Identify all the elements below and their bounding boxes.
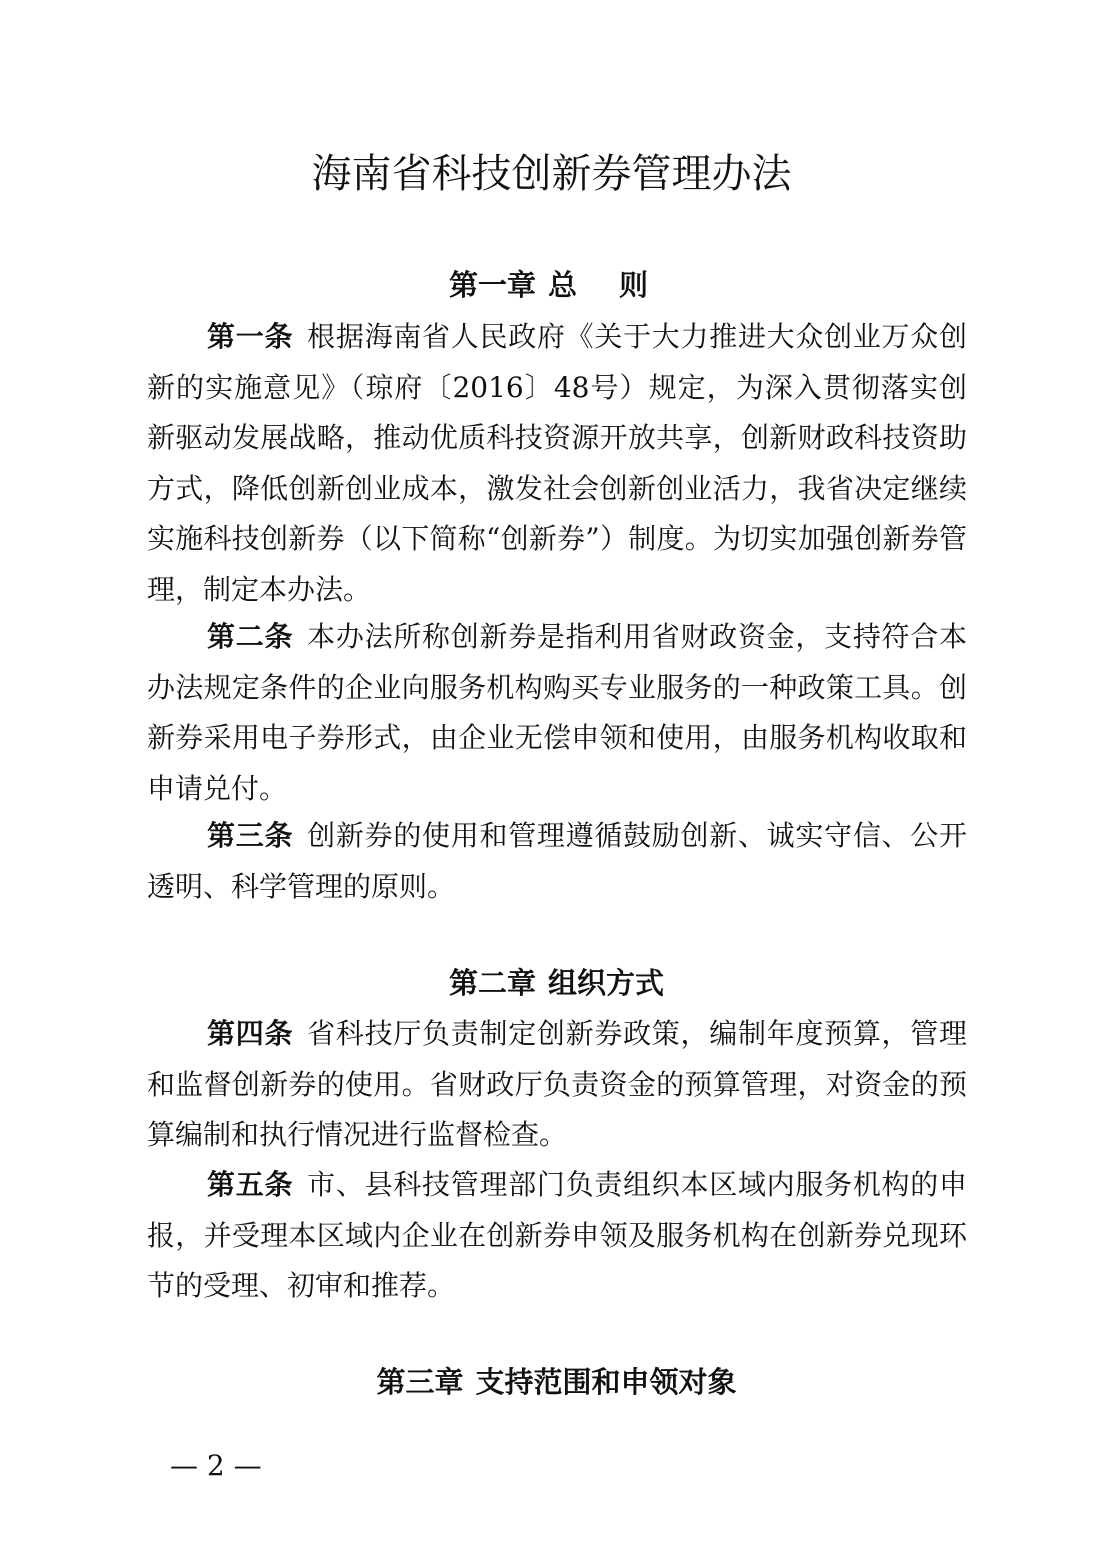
chapter-heading-3 (0, 1362, 1103, 1402)
article-text: 根据海南省人民政府《关于大力推进大众创业万众创新的实施意见》（琼府〔2016〕48号）规定，为深入贯彻落实创新驱动发展战略，推动优质科技资源开放共享，创新财政科技资助方式，降低创新创业成本，激发社会创新创业活力，我省决定继续实施科技创新券（以下简称“创新券”）制度。为切实加强创新券管理，制定本办法。 (147, 320, 967, 606)
article-5 (147, 1160, 967, 1312)
chapter-number: 第一章 (448, 268, 536, 302)
chapter-number: 第三章 (376, 1365, 464, 1399)
chapter-number: 第二章 (448, 966, 536, 1000)
document-title: 海南省科技创新券管理办法 (311, 151, 792, 197)
chapter-title: 支持范围和申领对象 (475, 1365, 737, 1399)
chapter-heading-2 (0, 963, 1103, 1003)
article-3 (147, 811, 967, 912)
article-text: 本办法所称创新券是指利用省财政资金，支持符合本办法规定条件的企业向服务机构购买专业服务的一种政策工具。创新券采用电子券形式，由企业无偿申领和使用，由服务机构收取和申请兑付。 (147, 620, 967, 805)
article-text: 省科技厅负责制定创新券政策，编制年度预算，管理和监督创新券的使用。省财政厅负责资金的预算管理，对资金的预算编制和执行情况进行监督检查。 (147, 1017, 967, 1151)
article-4 (147, 1009, 967, 1161)
chapter-heading-1 (0, 265, 1103, 305)
article-2 (147, 612, 967, 814)
article-label: 第四条 (207, 1017, 294, 1050)
article-label: 第二条 (207, 620, 294, 653)
chapter-title: 总 则 (547, 268, 665, 302)
page-number: — 2 — (170, 1449, 262, 1482)
article-label: 第一条 (207, 320, 294, 353)
article-1 (147, 312, 967, 615)
article-label: 第三条 (207, 819, 294, 852)
article-label: 第五条 (207, 1168, 294, 1201)
chapter-title: 组织方式 (548, 966, 665, 1000)
article-text: 创新券的使用和管理遵循鼓励创新、诚实守信、公开透明、科学管理的原则。 (147, 819, 967, 903)
article-text: 市、县科技管理部门负责组织本区域内服务机构的申报，并受理本区域内企业在创新券申领及服务机构在创新券兑现环节的受理、初审和推荐。 (147, 1168, 967, 1302)
